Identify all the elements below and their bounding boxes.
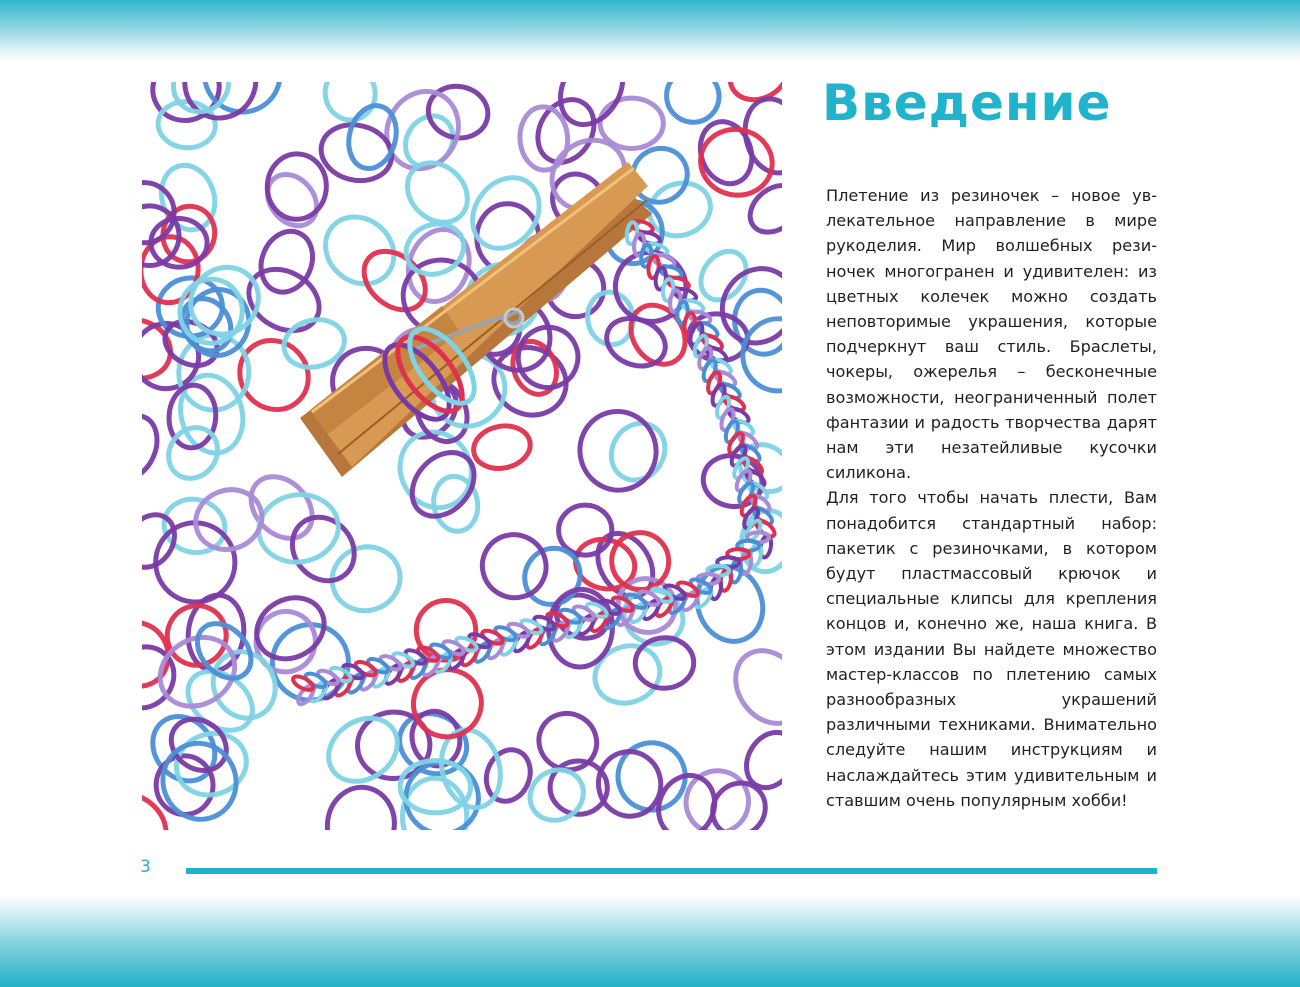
- footer-rule: [186, 868, 1157, 874]
- rubber-band-ring: [192, 82, 294, 125]
- rubber-band-ring: [322, 82, 379, 123]
- rubber-band-ring: [238, 257, 330, 343]
- page-title: Введение: [822, 74, 1112, 132]
- page-number: 3: [140, 857, 151, 877]
- intro-text: [826, 183, 1157, 813]
- rubber-band-ring: [266, 152, 328, 220]
- intro-paragraph-1: Плетение из резиночек – новое увлекательное направление в мире рукоделия. Мир волшебных резиночек многогранен и удивителен: из цветных колечек можно создать неповторимые украшения, которые подчеркнут ваш стиль. Браслеты, чокеры, ожерелья – бесконечные возможности, неограниченный полет фантазии и радость творчества дарят нам эти незатейливые кусочки силикона.: [826, 186, 1157, 483]
- rubber-band-ring: [470, 421, 534, 473]
- rubber-band-ring: [722, 637, 782, 736]
- rubber-bands-photo: [142, 82, 782, 830]
- rubber-band-ring: [656, 82, 730, 133]
- rubber-band-ring: [323, 783, 398, 830]
- bracelet-link: [291, 674, 315, 693]
- rubber-band-ring: [353, 239, 437, 321]
- bottom-gradient-band: [0, 895, 1300, 987]
- top-gradient-band: [0, 0, 1300, 62]
- rubber-band-rings: [142, 82, 782, 830]
- rubber-band-ring: [587, 637, 669, 713]
- rubber-band-ring: [600, 98, 663, 148]
- intro-paragraph-2: Для того чтобы начать плести, Вам понадобится стандартный набор: пакетик с резиночками, в котором будут пластмассовый крючок и специальные клипсы для крепления концов и, конечно же, наша книга. В этом издании Вы найдете множество мастер-классов по плетению самых разнообразных украшений различными техниками. Внимательно следуйте нашим инструкциям и наслаждайтесь этим удивительным и ставшим очень популярным хобби!: [826, 488, 1157, 810]
- rubber-band-ring: [280, 505, 367, 594]
- rubber-band-ring: [572, 404, 664, 498]
- rubber-band-ring: [601, 413, 676, 490]
- rubber-band-ring: [471, 523, 558, 609]
- rubber-band-ring: [142, 408, 166, 486]
